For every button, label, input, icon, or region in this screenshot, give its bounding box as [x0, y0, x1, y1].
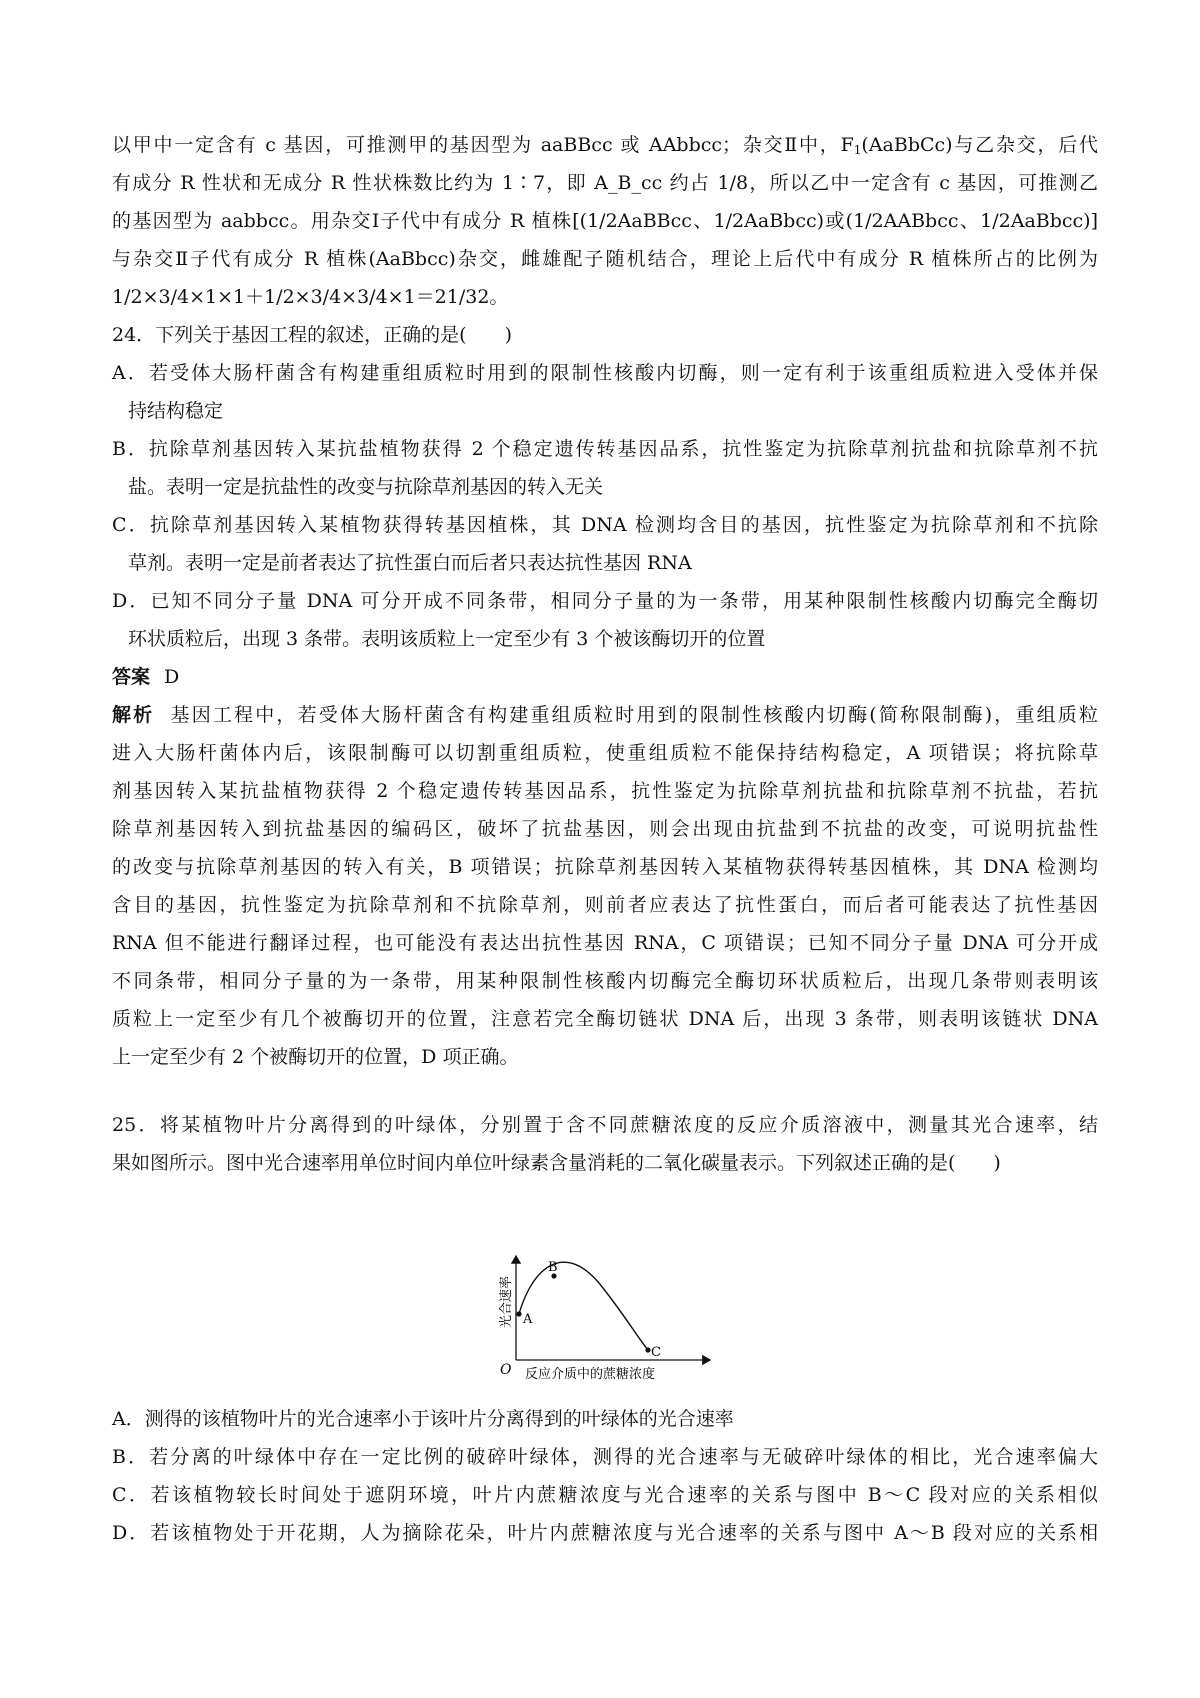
q25-option-a: A．测得的该植物叶片的光合速率小于该叶片分离得到的叶绿体的光合速率	[112, 1408, 734, 1430]
q24-analysis-line-6: 含目的基因，抗性鉴定为抗除草剂和不抗除草剂，则前者应表达了抗性蛋白，而后者可能表达了抗性基因	[112, 894, 1098, 916]
point-b-label: B	[548, 1260, 558, 1275]
prev-analysis-line-3: 的基因型为 aabbcc。用杂交Ⅰ子代中有成分 R 植株[(1/2AaBBcc、1/2AaBbcc)或(1/2AABbcc、1/2AaBbcc)]	[112, 210, 1098, 232]
prev-analysis-line-2: 有成分 R 性状和无成分 R 性状株数比约为 1∶7，即 A_B_cc 约占 1/8，所以乙中一定含有 c 基因，可推测乙	[112, 172, 1098, 194]
q24-analysis-line-2: 进入大肠杆菌体内后，该限制酶可以切割重组质粒，使重组质粒不能保持结构稳定，A 项错误；将抗除草	[112, 742, 1098, 764]
q24-analysis-line-7: RNA 但不能进行翻译过程，也可能没有表达出抗性基因 RNA，C 项错误；已知不同分子量 DNA 可分开成	[112, 932, 1098, 954]
q24-option-a: A．若受体大肠杆菌含有构建重组质粒时用到的限制性核酸内切酶，则一定有利于该重组质粒进入受体并保	[112, 362, 1098, 384]
q24-option-b-cont: 盐。表明一定是抗盐性的改变与抗除草剂基因的转入无关	[128, 476, 604, 498]
q24-analysis-line-4: 除草剂基因转入到抗盐基因的编码区，破坏了抗盐基因，则会出现由抗盐到不抗盐的改变，可说明抗盐性	[112, 818, 1098, 840]
q25-stem-line-1: 25．将某植物叶片分离得到的叶绿体，分别置于含不同蔗糖浓度的反应介质溶液中，测量其光合速率，结	[112, 1114, 1098, 1136]
point-c-label: C	[651, 1345, 661, 1360]
answer-value: D	[164, 666, 180, 688]
point-a-dot	[516, 1311, 521, 1316]
x-axis-label: 反应介质中的蔗糖浓度	[525, 1367, 656, 1382]
q24-analysis-line-1: 解析 基因工程中，若受体大肠杆菌含有构建重组质粒时用到的限制性核酸内切酶(简称限制酶)，重组质粒	[112, 704, 1098, 726]
q24-answer	[112, 658, 1098, 696]
q24-option-c-cont: 草剂。表明一定是前者表达了抗性蛋白而后者只表达抗性基因 RNA	[128, 552, 692, 574]
point-c-dot	[645, 1347, 650, 1352]
q24-analysis-line-10: 上一定至少有 2 个被酶切开的位置，D 项正确。	[112, 1046, 519, 1068]
q24-analysis-line-5: 的改变与抗除草剂基因的转入有关，B 项错误；抗除草剂基因转入某植物获得转基因植株，其 DNA 检测均	[112, 856, 1098, 878]
q24-analysis-line-8: 不同条带，相同分子量的为一条带，用某种限制性核酸内切酶完全酶切环状质粒后，出现几条带则表明该	[112, 970, 1098, 992]
q25-option-d: D．若该植物处于开花期，人为摘除花朵，叶片内蔗糖浓度与光合速率的关系与图中 A～B 段对应的关系相	[112, 1522, 1098, 1544]
q24-option-d: D．已知不同分子量 DNA 可分开成不同条带，相同分子量的为一条带，用某种限制性核酸内切酶完全酶切	[112, 590, 1098, 612]
y-axis-label: 光合速率	[499, 1275, 514, 1328]
q24-analysis-line-3: 剂基因转入某抗盐植物获得 2 个稳定遗传转基因品系，抗性鉴定为抗除草剂抗盐和抗除草剂不抗盐，若抗	[112, 780, 1098, 802]
q25-option-c: C．若该植物较长时间处于遮阴环境，叶片内蔗糖浓度与光合速率的关系与图中 B～C 段对应的关系相似	[112, 1484, 1098, 1506]
q25-option-b: B．若分离的叶绿体中存在一定比例的破碎叶绿体，测得的光合速率与无破碎叶绿体的相比，光合速率偏大	[112, 1446, 1098, 1468]
prev-analysis-line-5: 1/2×3/4×1×1＋1/2×3/4×3/4×1＝21/32。	[112, 286, 509, 308]
q24-stem: 24．下列关于基因工程的叙述，正确的是( )	[112, 324, 513, 346]
prev-analysis-line-1: 以甲中一定含有 c 基因，可推测甲的基因型为 aaBBcc 或 AAbbcc；杂交Ⅱ中，$F_1(AaBbCc)$与乙杂交，后代	[112, 134, 1098, 157]
q24-option-b: B．抗除草剂基因转入某抗盐植物获得 2 个稳定遗传转基因品系，抗性鉴定为抗除草剂抗盐和抗除草剂不抗	[112, 438, 1098, 460]
figure-svg	[496, 1248, 716, 1382]
origin-label: O	[500, 1362, 512, 1378]
answer-label: 答案	[112, 666, 151, 688]
analysis-label: 解析	[112, 704, 155, 726]
q24-option-c: C．抗除草剂基因转入某植物获得转基因植株，其 DNA 检测均含目的基因，抗性鉴定为抗除草剂和不抗除	[112, 514, 1098, 536]
q24-option-a-cont: 持结构稳定	[128, 400, 224, 422]
q25-stem-line-2: 果如图所示。图中光合速率用单位时间内单位叶绿素含量消耗的二氧化碳量表示。下列叙述正确的是( )	[112, 1152, 1001, 1174]
prev-analysis-line-4: 与杂交Ⅱ子代有成分 R 植株(AaBbcc)杂交，雌雄配子随机结合，理论上后代中有成分 R 植株所占的比例为	[112, 248, 1098, 270]
photosynthesis-curve-figure	[496, 1248, 716, 1382]
point-a-label: A	[523, 1312, 533, 1327]
q24-analysis-line-9: 质粒上一定至少有几个被酶切开的位置，注意若完全酶切链状 DNA 后，出现 3 条带，则表明该链状 DNA	[112, 1008, 1098, 1030]
q24-option-d-cont: 环状质粒后，出现 3 条带。表明该质粒上一定至少有 3 个被该酶切开的位置	[128, 628, 766, 650]
rate-curve	[519, 1262, 648, 1350]
